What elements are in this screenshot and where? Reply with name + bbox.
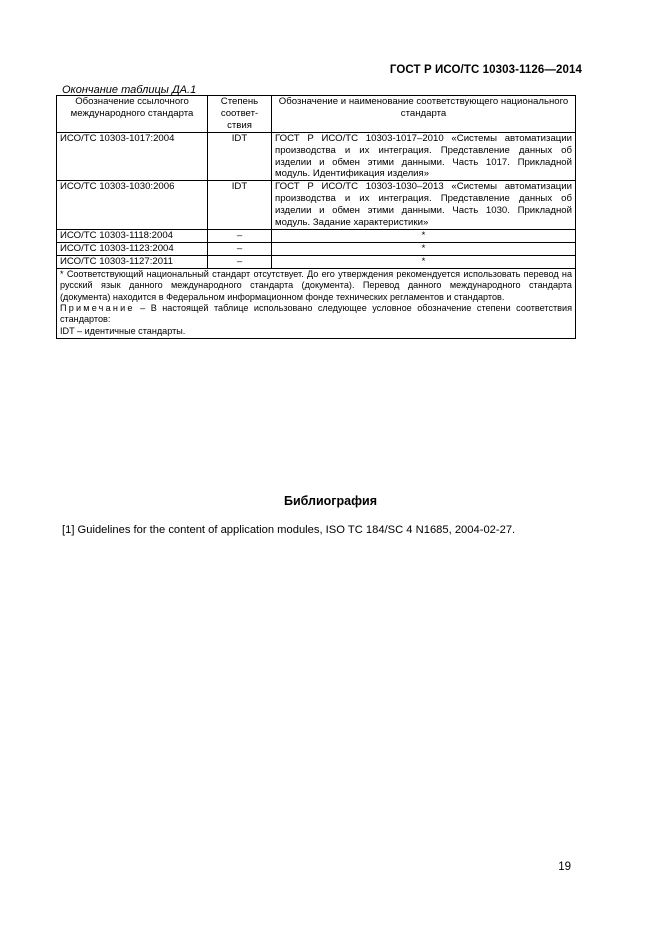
bibliography-item: [1] Guidelines for the content of application modules, ISO TC 184/SC 4 N1685, 2004-02-27. <box>62 524 516 536</box>
footnote-text: * Соответствующий национальный стандарт отсутствует. До его утверждения рекомендуется использовать перевод на русский язык данного международного стандарта (документа). Перевод данного международного стандарта (документа) находится в Федеральном информационном фонде технических регламентов и стандартов. <box>60 268 572 302</box>
degree-cell: – <box>208 255 272 268</box>
table-row <box>57 229 576 242</box>
reference-cell: ИСО/ТС 10303-1123:2004 <box>57 242 208 255</box>
table-header-row <box>57 96 576 133</box>
conformity-table <box>56 95 576 339</box>
degree-cell: IDT <box>208 181 272 230</box>
note-text: – В настоящей таблице использовано следующее условное обозначение степени соответствия стандартов: <box>60 302 572 325</box>
document-code-header: ГОСТ Р ИСО/ТС 10303-1126—2014 <box>389 64 582 76</box>
column-header-national: Обозначение и наименование соответствующего национального стандарта <box>272 96 576 133</box>
bibliography-title: Библиография <box>283 494 378 508</box>
table-footnote-cell <box>57 268 576 338</box>
national-standard-cell: * <box>272 229 576 242</box>
national-standard-cell: * <box>272 255 576 268</box>
table-footnote-row <box>57 268 576 338</box>
note-item: IDT – идентичные стандарты. <box>60 325 186 336</box>
national-standard-cell: ГОСТ Р ИСО/ТС 10303-1017–2010 «Системы автоматизации производства и их интеграция. Представление данных об изделии и обмен этими данными. Часть 1017. Прикладной модуль. Идентификация изделия» <box>272 132 576 181</box>
national-standard-cell: * <box>272 242 576 255</box>
table-row <box>57 181 576 230</box>
reference-cell: ИСО/ТС 10303-1030:2006 <box>57 181 208 230</box>
degree-cell: – <box>208 229 272 242</box>
table-row <box>57 255 576 268</box>
column-header-degree: Степень соответ-ствия <box>208 96 272 133</box>
national-standard-cell: ГОСТ Р ИСО/ТС 10303-1030–2013 «Системы автоматизации производства и их интеграция. Представление данных об изделии и обмен этими данными. Часть 1030. Прикладной модуль. Задание характеристики» <box>272 181 576 230</box>
table-row <box>57 132 576 181</box>
table-caption: Окончание таблицы ДА.1 <box>62 84 197 96</box>
reference-cell: ИСО/ТС 10303-1017:2004 <box>57 132 208 181</box>
reference-cell: ИСО/ТС 10303-1118:2004 <box>57 229 208 242</box>
note-paragraph <box>60 303 572 326</box>
column-header-reference: Обозначение ссылочного международного стандарта <box>57 96 208 133</box>
table-row <box>57 242 576 255</box>
page-number: 19 <box>558 861 571 873</box>
note-label: Примечание <box>60 302 135 313</box>
reference-cell: ИСО/ТС 10303-1127:2011 <box>57 255 208 268</box>
degree-cell: IDT <box>208 132 272 181</box>
degree-cell: – <box>208 242 272 255</box>
